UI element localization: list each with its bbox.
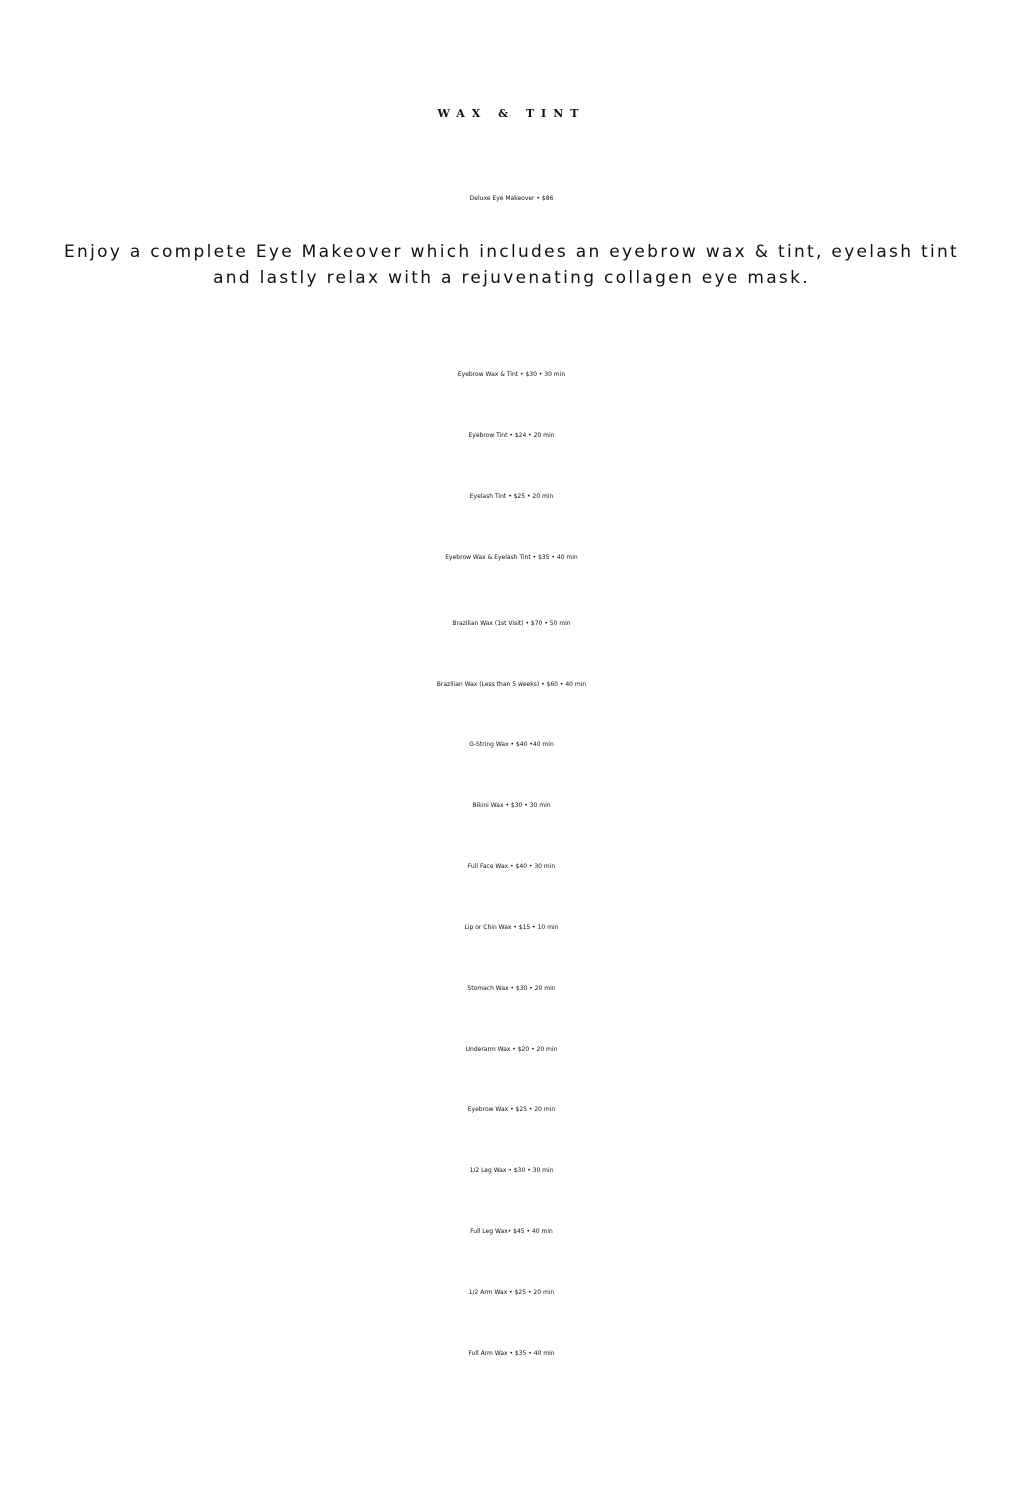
service-item: Brazilian Wax (1st Visit) • $70 • 50 min (452, 620, 571, 627)
service-item: G-String Wax • $40 •40 min (469, 741, 554, 748)
service-item: Full Leg Wax• $45 • 40 min (470, 1228, 553, 1235)
service-item: Lip or Chin Wax • $15 • 10 min (464, 924, 559, 931)
service-item: Full Face Wax • $40 • 30 min (467, 863, 556, 870)
service-item: Eyebrow Wax & Tint • $30 • 30 min (457, 371, 566, 378)
service-item: 1/2 Arm Wax • $25 • 20 min (468, 1289, 555, 1296)
service-item: Eyelash Tint • $25 • 20 min (469, 493, 554, 500)
featured-service-description: Enjoy a complete Eye Makeover which includes an eyebrow wax & tint, eyelash tint and lastly relax with a rejuvenating collagen eye mask. (63, 242, 960, 288)
service-item: Bikini Wax • $30 • 30 min (472, 802, 551, 809)
page-title: WAX & TINT (437, 107, 586, 120)
service-item: 1/2 Leg Wax • $30 • 30 min (469, 1167, 554, 1174)
service-item: Eyebrow Wax • $25 • 20 min (467, 1106, 556, 1113)
featured-service-duration (0, 302, 1023, 332)
service-item: Underarm Wax • $20 • 20 min (465, 1046, 558, 1053)
service-item: Stomach Wax • $30 • 20 min (467, 985, 556, 992)
service-item: Eyebrow Wax & Eyelash Tint • $35 • 40 min (445, 554, 578, 561)
featured-service-name: Deluxe Eye Makeover • $86 (469, 195, 554, 202)
service-item: Full Arm Wax • $35 • 40 min (468, 1350, 555, 1357)
service-item: Eyebrow Tint • $24 • 20 min (468, 432, 555, 439)
service-item: Brazilian Wax (Less than 5 weeks) • $60 • 40 min (436, 681, 587, 688)
